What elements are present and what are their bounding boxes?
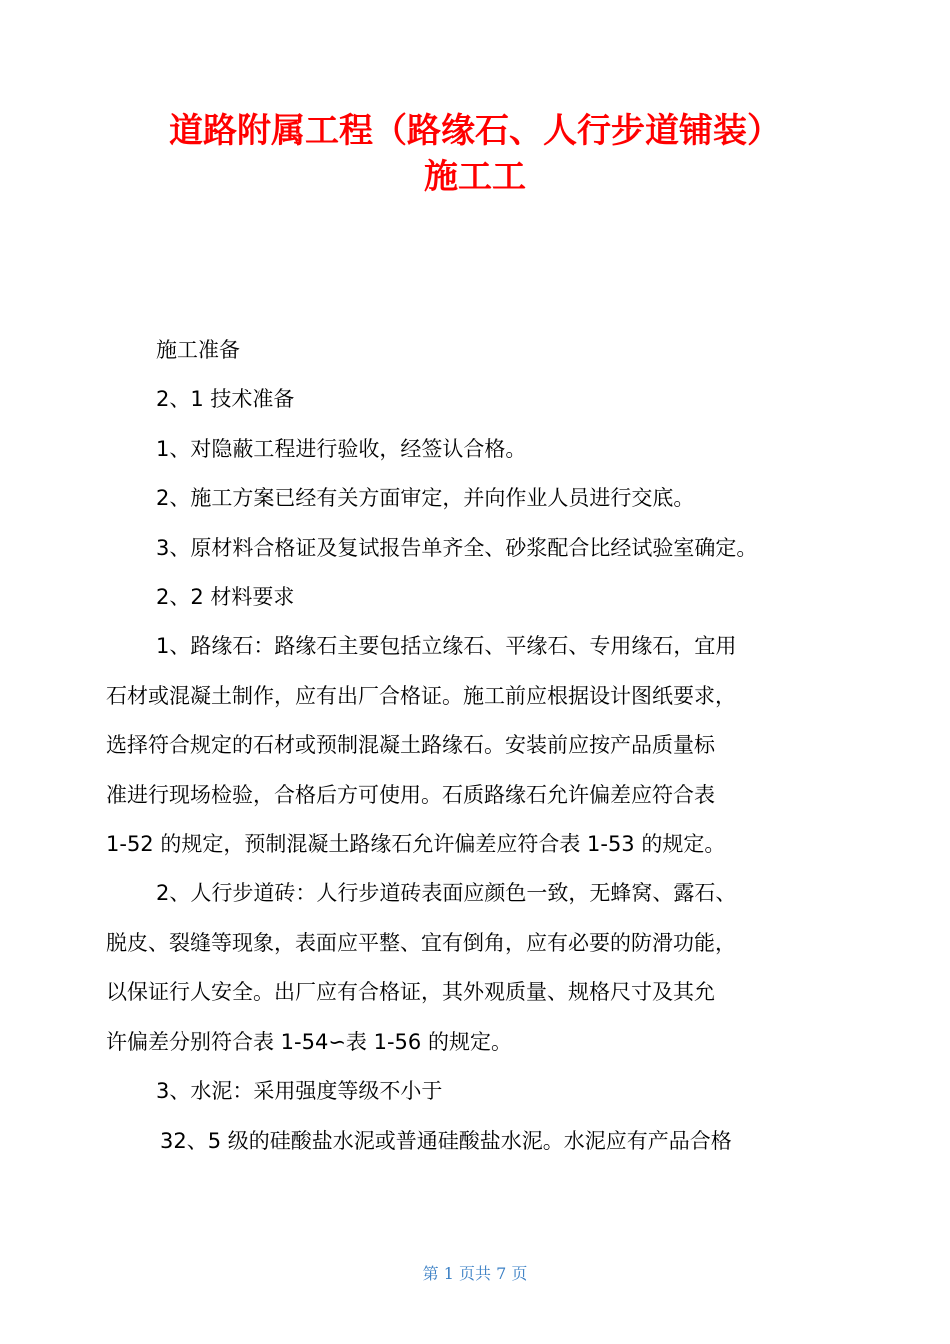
paragraph-line: 2、施工方案已经有关方面审定，并向作业人员进行交底。 [156, 486, 695, 511]
page-number-footer: 第 1 页共 7 页 [422, 1264, 528, 1283]
paragraph-line: 32、5 级的硅酸盐水泥或普通硅酸盐水泥。水泥应有产品合格 [160, 1128, 732, 1153]
subsection-heading: 2、2 材料要求 [156, 585, 295, 610]
section-heading: 施工准备 [156, 338, 240, 362]
paragraph-line: 脱皮、裂缝等现象，表面应平整、宜有倒角，应有必要的防滑功能， [106, 930, 736, 955]
subsection-heading: 2、1 技术准备 [156, 387, 295, 412]
document-body [106, 326, 846, 1166]
paragraph-line: 3、原材料合格证及复试报告单齐全、砂浆配合比经试验室确定。 [156, 535, 758, 560]
document-title-line-2: 施工工 [424, 157, 526, 197]
paragraph-line: 1-52 的规定，预制混凝土路缘石允许偏差应符合表 1-53 的规定。 [106, 832, 726, 857]
document-title-line-1: 道路附属工程（路缘石、人行步道铺装） [169, 111, 781, 151]
paragraph-line: 以保证行人安全。出厂应有合格证，其外观质量、规格尺寸及其允 [106, 980, 715, 1005]
paragraph-line: 1、对隐蔽工程进行验收，经签认合格。 [156, 436, 527, 461]
paragraph-line: 石材或混凝土制作，应有出厂合格证。施工前应根据设计图纸要求， [106, 683, 736, 708]
paragraph-line: 3、水泥：采用强度等级不小于 [156, 1079, 443, 1104]
paragraph-line: 选择符合规定的石材或预制混凝土路缘石。安装前应按产品质量标 [106, 733, 715, 758]
paragraph-line: 许偏差分别符合表 1-54∽表 1-56 的规定。 [106, 1029, 512, 1054]
paragraph-line: 准进行现场检验，合格后方可使用。石质路缘石允许偏差应符合表 [106, 782, 715, 807]
paragraph-line: 2、人行步道砖：人行步道砖表面应颜色一致，无蜂窝、露石、 [156, 881, 737, 906]
paragraph-line: 1、路缘石：路缘石主要包括立缘石、平缘石、专用缘石，宜用 [156, 634, 737, 659]
